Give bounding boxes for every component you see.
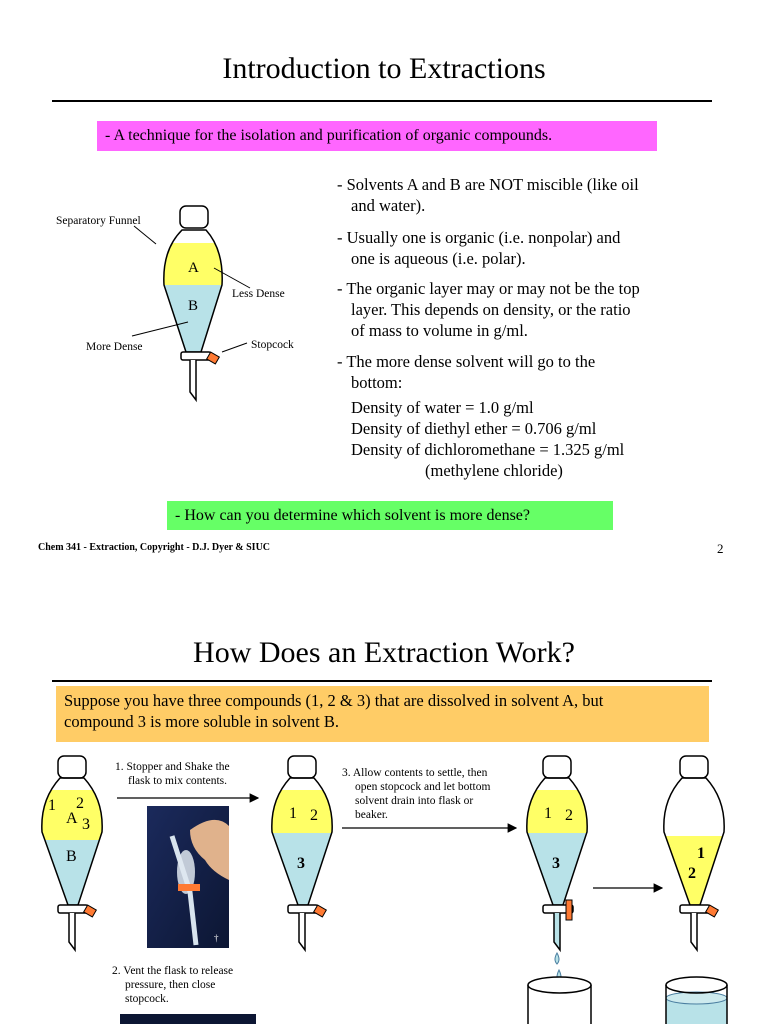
bullet-line: - Usually one is organic (i.e. nonpolar) and xyxy=(337,228,621,247)
step-line: beaker. xyxy=(355,809,388,821)
beaker-filled-icon xyxy=(666,977,727,1024)
photo-mark: † xyxy=(214,933,219,943)
slide1-question: - How can you determine which solvent is more dense? xyxy=(167,501,613,530)
funnel1-num-3: 3 xyxy=(82,816,90,833)
bullet-line: layer. This depends on density, or the ratio xyxy=(351,300,631,319)
step-line: flask to mix contents. xyxy=(128,775,228,787)
more-dense-label: More Dense xyxy=(86,341,143,353)
step-line: open stopcock and let bottom xyxy=(355,781,491,793)
density-dcm: Density of dichloromethane = 1.325 g/ml xyxy=(351,440,625,459)
venting-photo xyxy=(120,1014,256,1024)
funnel3-num-1: 1 xyxy=(544,805,552,822)
intro-line: compound 3 is more soluble in solvent B. xyxy=(64,712,339,731)
funnel2-num-1: 1 xyxy=(289,805,297,822)
bullet-line: of mass to volume in g/ml. xyxy=(351,321,528,340)
beaker-empty-icon xyxy=(528,977,591,1024)
bullet-line: and water). xyxy=(351,196,426,215)
funnel-4-icon xyxy=(650,756,740,950)
funnel2-num-3: 3 xyxy=(297,855,305,872)
step-line: solvent drain into flask or xyxy=(355,795,474,807)
slide2-title: How Does an Extraction Work? xyxy=(193,636,575,669)
step-line: 2. Vent the flask to release xyxy=(112,965,234,977)
intro-line: Suppose you have three compounds (1, 2 & 3) that are dissolved in solvent A, but xyxy=(64,691,604,710)
funnel1-layer-b: B xyxy=(66,848,77,865)
layer-a-label: A xyxy=(188,260,199,276)
funnel4-num-1: 1 xyxy=(697,845,705,862)
density-dcm-alias: (methylene chloride) xyxy=(425,461,563,480)
bullet-line: - The more dense solvent will go to the xyxy=(337,352,596,371)
step-line: pressure, then close xyxy=(125,979,216,991)
funnel1-layer-a: A xyxy=(66,810,78,827)
density-water: Density of water = 1.0 g/ml xyxy=(351,398,534,417)
funnel-label: Separatory Funnel xyxy=(56,215,141,227)
slide1-subtitle: - A technique for the isolation and purification of organic compounds. xyxy=(97,121,657,151)
funnel2-num-2: 2 xyxy=(310,807,318,824)
less-dense-label: Less Dense xyxy=(232,288,285,300)
page-number: 2 xyxy=(717,541,724,556)
funnel3-num-2: 2 xyxy=(565,807,573,824)
funnel4-num-2: 2 xyxy=(688,865,696,882)
bullet-line: one is aqueous (i.e. polar). xyxy=(351,249,526,268)
funnel-3-icon xyxy=(515,756,605,982)
step-line: 3. Allow contents to settle, then xyxy=(342,767,488,779)
density-ether: Density of diethyl ether = 0.706 g/ml xyxy=(351,419,597,438)
bullet-line: bottom: xyxy=(351,373,403,392)
bullet-line: - The organic layer may or may not be the top xyxy=(337,279,640,298)
funnel3-num-3: 3 xyxy=(552,855,560,872)
step-line: 1. Stopper and Shake the xyxy=(115,761,230,773)
slide1-title: Introduction to Extractions xyxy=(222,52,546,85)
bullet-line: - Solvents A and B are NOT miscible (like oil xyxy=(337,175,639,194)
funnel-2-icon xyxy=(260,756,350,950)
shaking-funnel-photo xyxy=(147,806,229,948)
slide1-footer: Chem 341 - Extraction, Copyright - D.J. Dyer & SIUC xyxy=(38,542,271,553)
stopcock-label: Stopcock xyxy=(251,339,294,351)
step-line: stopcock. xyxy=(125,993,169,1005)
layer-b-label: B xyxy=(188,298,199,314)
funnel1-num-2: 2 xyxy=(76,795,84,812)
funnel1-num-1: 1 xyxy=(48,797,56,814)
